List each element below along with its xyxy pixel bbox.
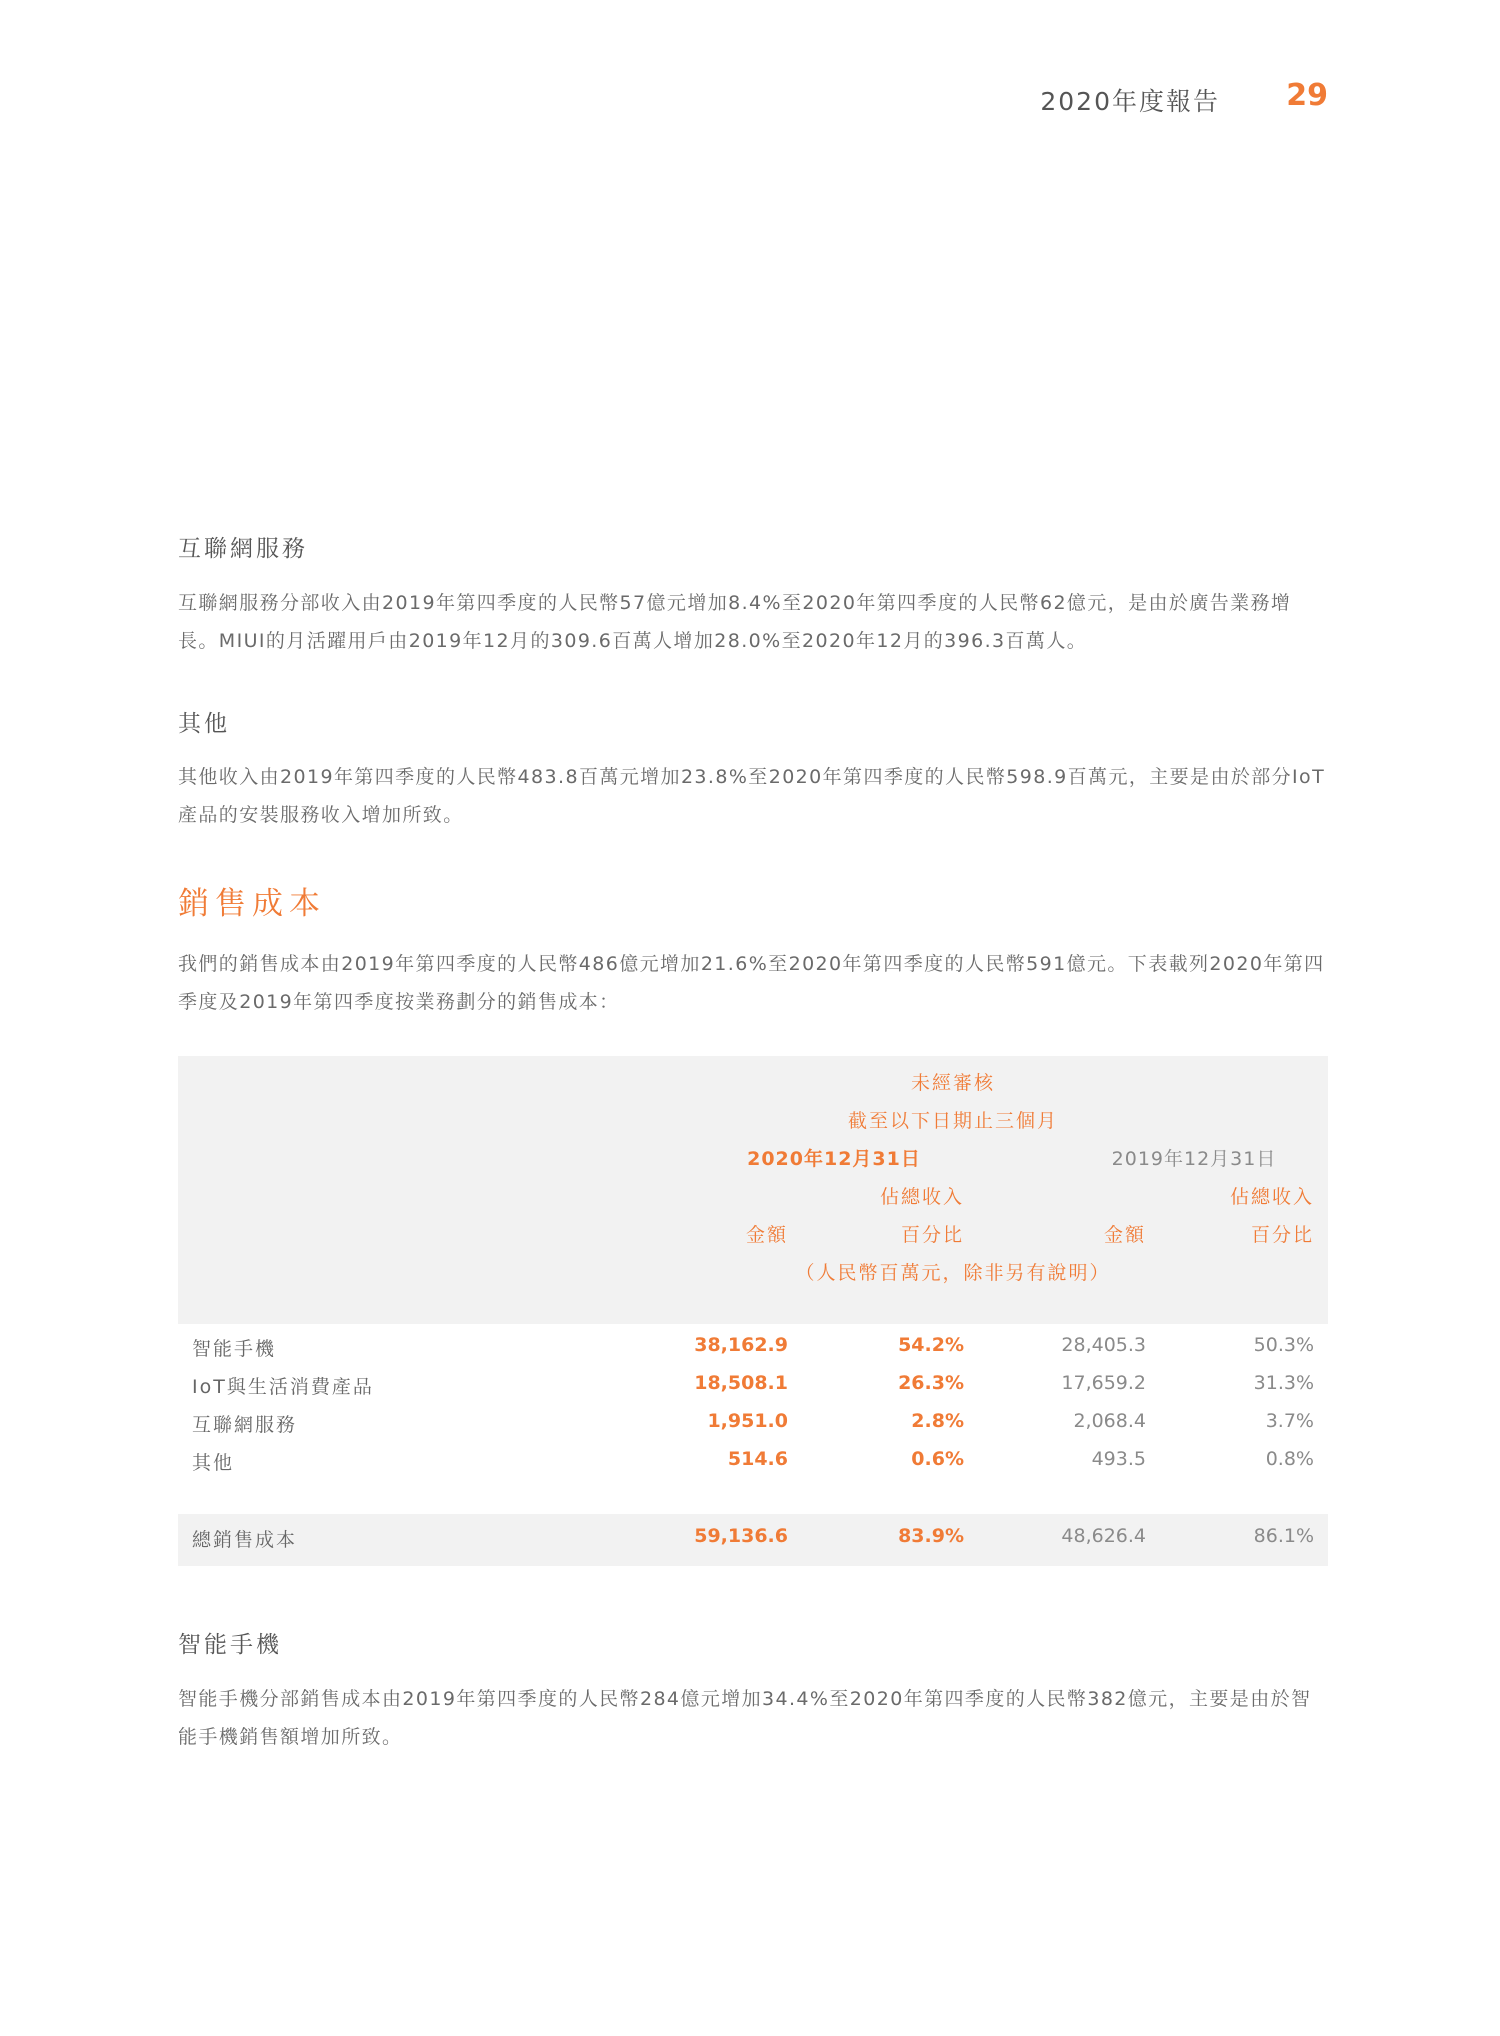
total-pct-2020: 83.9%	[898, 1525, 964, 1547]
date-2019-header: 2019年12月31日	[1111, 1148, 1277, 1170]
unit-label: （人民幣百萬元，除非另有說明）	[795, 1262, 1111, 1284]
row-label-internet: 互聯網服務	[192, 1414, 298, 1436]
total-amount-2020: 59,136.6	[694, 1525, 788, 1547]
row-internet-pct-2019: 3.7%	[1265, 1410, 1314, 1432]
row-iot-pct-2019: 31.3%	[1253, 1372, 1314, 1394]
total-amount-2019: 48,626.4	[1061, 1525, 1146, 1547]
row-label-iot: IoT與生活消費產品	[192, 1376, 374, 1398]
cost-of-sales-heading: 銷售成本	[178, 886, 326, 922]
row-others-pct-2020: 0.6%	[911, 1448, 964, 1470]
row-iot-amount-2019: 17,659.2	[1061, 1372, 1146, 1394]
amount-header-2020: 金額	[745, 1224, 788, 1246]
date-2020-header: 2020年12月31日	[747, 1148, 921, 1170]
row-internet-amount-2020: 1,951.0	[707, 1410, 788, 1432]
smartphone-paragraph: 智能手機分部銷售成本由2019年第四季度的人民幣284億元增加34.4%至2020年第四季度的人民幣382億元，主要是由於智能手機銷售額增加所致。	[178, 1688, 1312, 1748]
internet-heading: 互聯網服務	[178, 536, 308, 562]
row-internet-pct-2020: 2.8%	[911, 1410, 964, 1432]
others-paragraph: 其他收入由2019年第四季度的人民幣483.8百萬元增加23.8%至2020年第四季度的人民幣598.9百萬元，主要是由於部分IoT產品的安裝服務收入增加所致。	[178, 766, 1326, 826]
row-smartphone-pct-2020: 54.2%	[898, 1334, 964, 1356]
row-internet-amount-2019: 2,068.4	[1073, 1410, 1146, 1432]
row-label-others: 其他	[192, 1452, 235, 1474]
row-label-smartphone: 智能手機	[192, 1338, 277, 1360]
total-label: 總銷售成本	[192, 1529, 298, 1551]
page-number: 29	[1286, 78, 1328, 113]
row-others-pct-2019: 0.8%	[1265, 1448, 1314, 1470]
smartphone-heading: 智能手機	[178, 1632, 282, 1658]
row-iot-amount-2020: 18,508.1	[694, 1372, 788, 1394]
pct-header-2019-line2: 百分比	[1250, 1224, 1314, 1246]
internet-paragraph: 互聯網服務分部收入由2019年第四季度的人民幣57億元增加8.4%至2020年第四季度的人民幣62億元，是由於廣告業務增長。MIUI的月活躍用戶由2019年12月的309.6百萬人增加28.0%至2020年12月的396.3百萬人。	[178, 592, 1292, 652]
pct-header-2019-line1: 佔總收入	[1229, 1186, 1314, 1208]
pct-header-2020-line1: 佔總收入	[879, 1186, 964, 1208]
row-smartphone-pct-2019: 50.3%	[1253, 1334, 1314, 1356]
amount-header-2019: 金額	[1103, 1224, 1146, 1246]
row-smartphone-amount-2020: 38,162.9	[694, 1334, 788, 1356]
page-header	[0, 78, 1328, 122]
total-pct-2019: 86.1%	[1253, 1525, 1314, 1547]
report-title: 2020年度報告	[1040, 87, 1220, 116]
row-smartphone-amount-2019: 28,405.3	[1061, 1334, 1146, 1356]
period-label: 截至以下日期止三個月	[847, 1110, 1058, 1132]
row-others-amount-2020: 514.6	[727, 1448, 788, 1470]
row-others-amount-2019: 493.5	[1091, 1448, 1146, 1470]
pct-header-2020-line2: 百分比	[900, 1224, 964, 1246]
others-heading: 其他	[178, 711, 230, 737]
row-iot-pct-2020: 26.3%	[898, 1372, 964, 1394]
unaudited-label: 未經審核	[910, 1072, 995, 1094]
cost-of-sales-paragraph: 我們的銷售成本由2019年第四季度的人民幣486億元增加21.6%至2020年第四季度的人民幣591億元。下表載列2020年第四季度及2019年第四季度按業務劃分的銷售成本：	[178, 953, 1325, 1013]
